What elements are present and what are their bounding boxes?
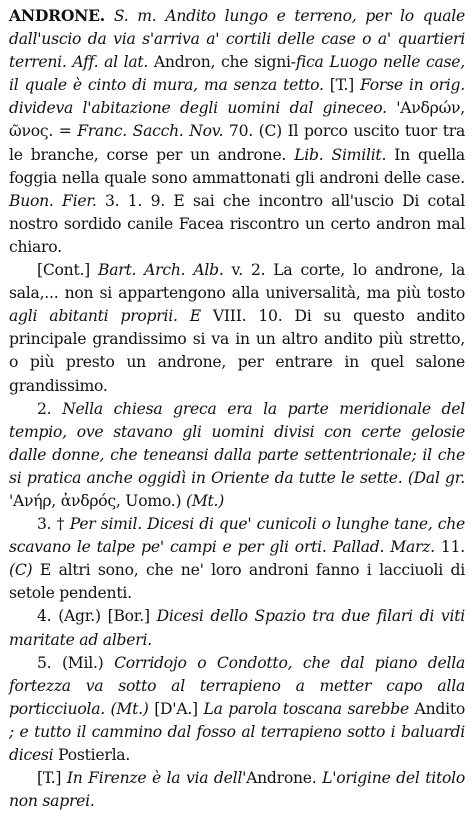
roman-text: VIII. 10. Di su questo andito principale grandissimo si va in un altro andito più stretto, o più presto un androne, per entrare in quel salone grandissimo.	[9, 307, 465, 395]
italic-text: agli abitanti proprii.	[9, 307, 178, 326]
italic-text: Buon. Fier.	[9, 191, 97, 210]
roman-text: Postierla.	[53, 746, 131, 764]
roman-text: Androne.	[246, 769, 317, 788]
dictionary-entry	[9, 4, 465, 813]
italic-text: Lib. Similit.	[294, 145, 387, 164]
italic-text: Dicesi dello Spazio tra due filari di viti maritate ad alberi.	[9, 607, 465, 649]
italic-text: ; e tutto il cammino dal fosso al terrapieno sotto i baluardi dicesi	[9, 722, 465, 764]
roman-text: 'Ανδρών, ῶνος. =	[9, 99, 465, 141]
roman-text: [D'A.]	[148, 699, 204, 718]
italic-text: Per simil. Dicesi di que' cunicoli o lunghe tane, che scavano le talpe pe' campi e per gli orti. Pallad. Marz.	[9, 515, 465, 557]
roman-text	[178, 307, 190, 325]
roman-text: 4. (Agr.) [Bor.]	[37, 607, 157, 626]
entry-paragraph-p6	[9, 652, 465, 767]
italic-text: Nella chiesa greca era la parte meridionale del tempio, ove stavano gli uomini divisi con certe gelosie dalle donne, che teneansi dalla parte settentrionale; il che si pratica anche oggidì in Oriente da tutte le sette. (Dal gr.	[9, 399, 465, 487]
roman-text: [Cont.]	[37, 261, 98, 280]
roman-text: 3. †	[37, 515, 70, 534]
roman-text: Andito	[408, 699, 465, 718]
entry-paragraph-p4	[9, 513, 465, 605]
italic-text: In Firenze è la via dell'	[66, 769, 247, 788]
italic-text: S. m. Andito lungo e terreno, per lo quale dall'uscio da via s'arriva a' cortili delle case o a' quartieri terreni. Aff. al lat.	[9, 7, 465, 72]
roman-text: [T.]	[323, 76, 361, 95]
italic-text: Franc. Sacch. Nov.	[77, 122, 224, 141]
entry-paragraph-p5	[9, 605, 465, 651]
italic-text: Corridojo o Condotto, che dal piano della fortezza va sotto al terrapieno a metter capo alla porticciuola. (Mt.)	[9, 653, 466, 718]
italic-text: (Mt.)	[185, 491, 225, 510]
entry-paragraph-p7	[9, 767, 465, 813]
roman-text: Andron, che signi-	[148, 53, 296, 72]
roman-text: v. 2. La corte, lo androne, la sala,... non si appartengono alla universalità, ma più tosto	[9, 261, 465, 303]
roman-text: 3. 1. 9. E sai che incontro all'uscio Di cotal nostro sordido canile Facea riscontro un certo andron mal chiaro.	[9, 191, 465, 256]
italic-text: (C)	[9, 561, 33, 580]
italic-text: Forse in orig. divideva l'abitazione degli uomini dal gineceo.	[9, 76, 465, 118]
roman-text: 2.	[37, 399, 63, 418]
roman-text: 70. (C) Il porco uscito tuor tra le branche, corse per un androne.	[9, 122, 465, 164]
roman-text: 5. (Mil.)	[37, 653, 115, 672]
roman-text: E altri sono, che ne' loro androni fanno i lacciuoli di setole pendenti.	[9, 561, 465, 603]
italic-text: Bart. Arch. Alb.	[98, 261, 224, 280]
roman-text: 11.	[434, 538, 465, 557]
italic-text: E	[189, 307, 201, 326]
entry-paragraph-p1	[9, 4, 465, 259]
italic-text: La parola toscana sarebbe	[203, 699, 409, 718]
entry-paragraph-p2	[9, 259, 465, 398]
italic-text: fica Luogo nelle case, il quale è cinto di mura, ma senza tetto.	[9, 53, 465, 95]
roman-text: In quella foggia nella quale sono ammattonati gli androni delle case.	[9, 145, 465, 187]
roman-text: 'Ανήρ, ἀνδρός, Uomo.)	[9, 491, 186, 510]
roman-text: [T.]	[37, 769, 67, 788]
italic-text: L'origine del titolo non saprei.	[9, 769, 465, 811]
headword: ANDRONE.	[9, 6, 105, 25]
entry-paragraph-p3	[9, 398, 465, 513]
